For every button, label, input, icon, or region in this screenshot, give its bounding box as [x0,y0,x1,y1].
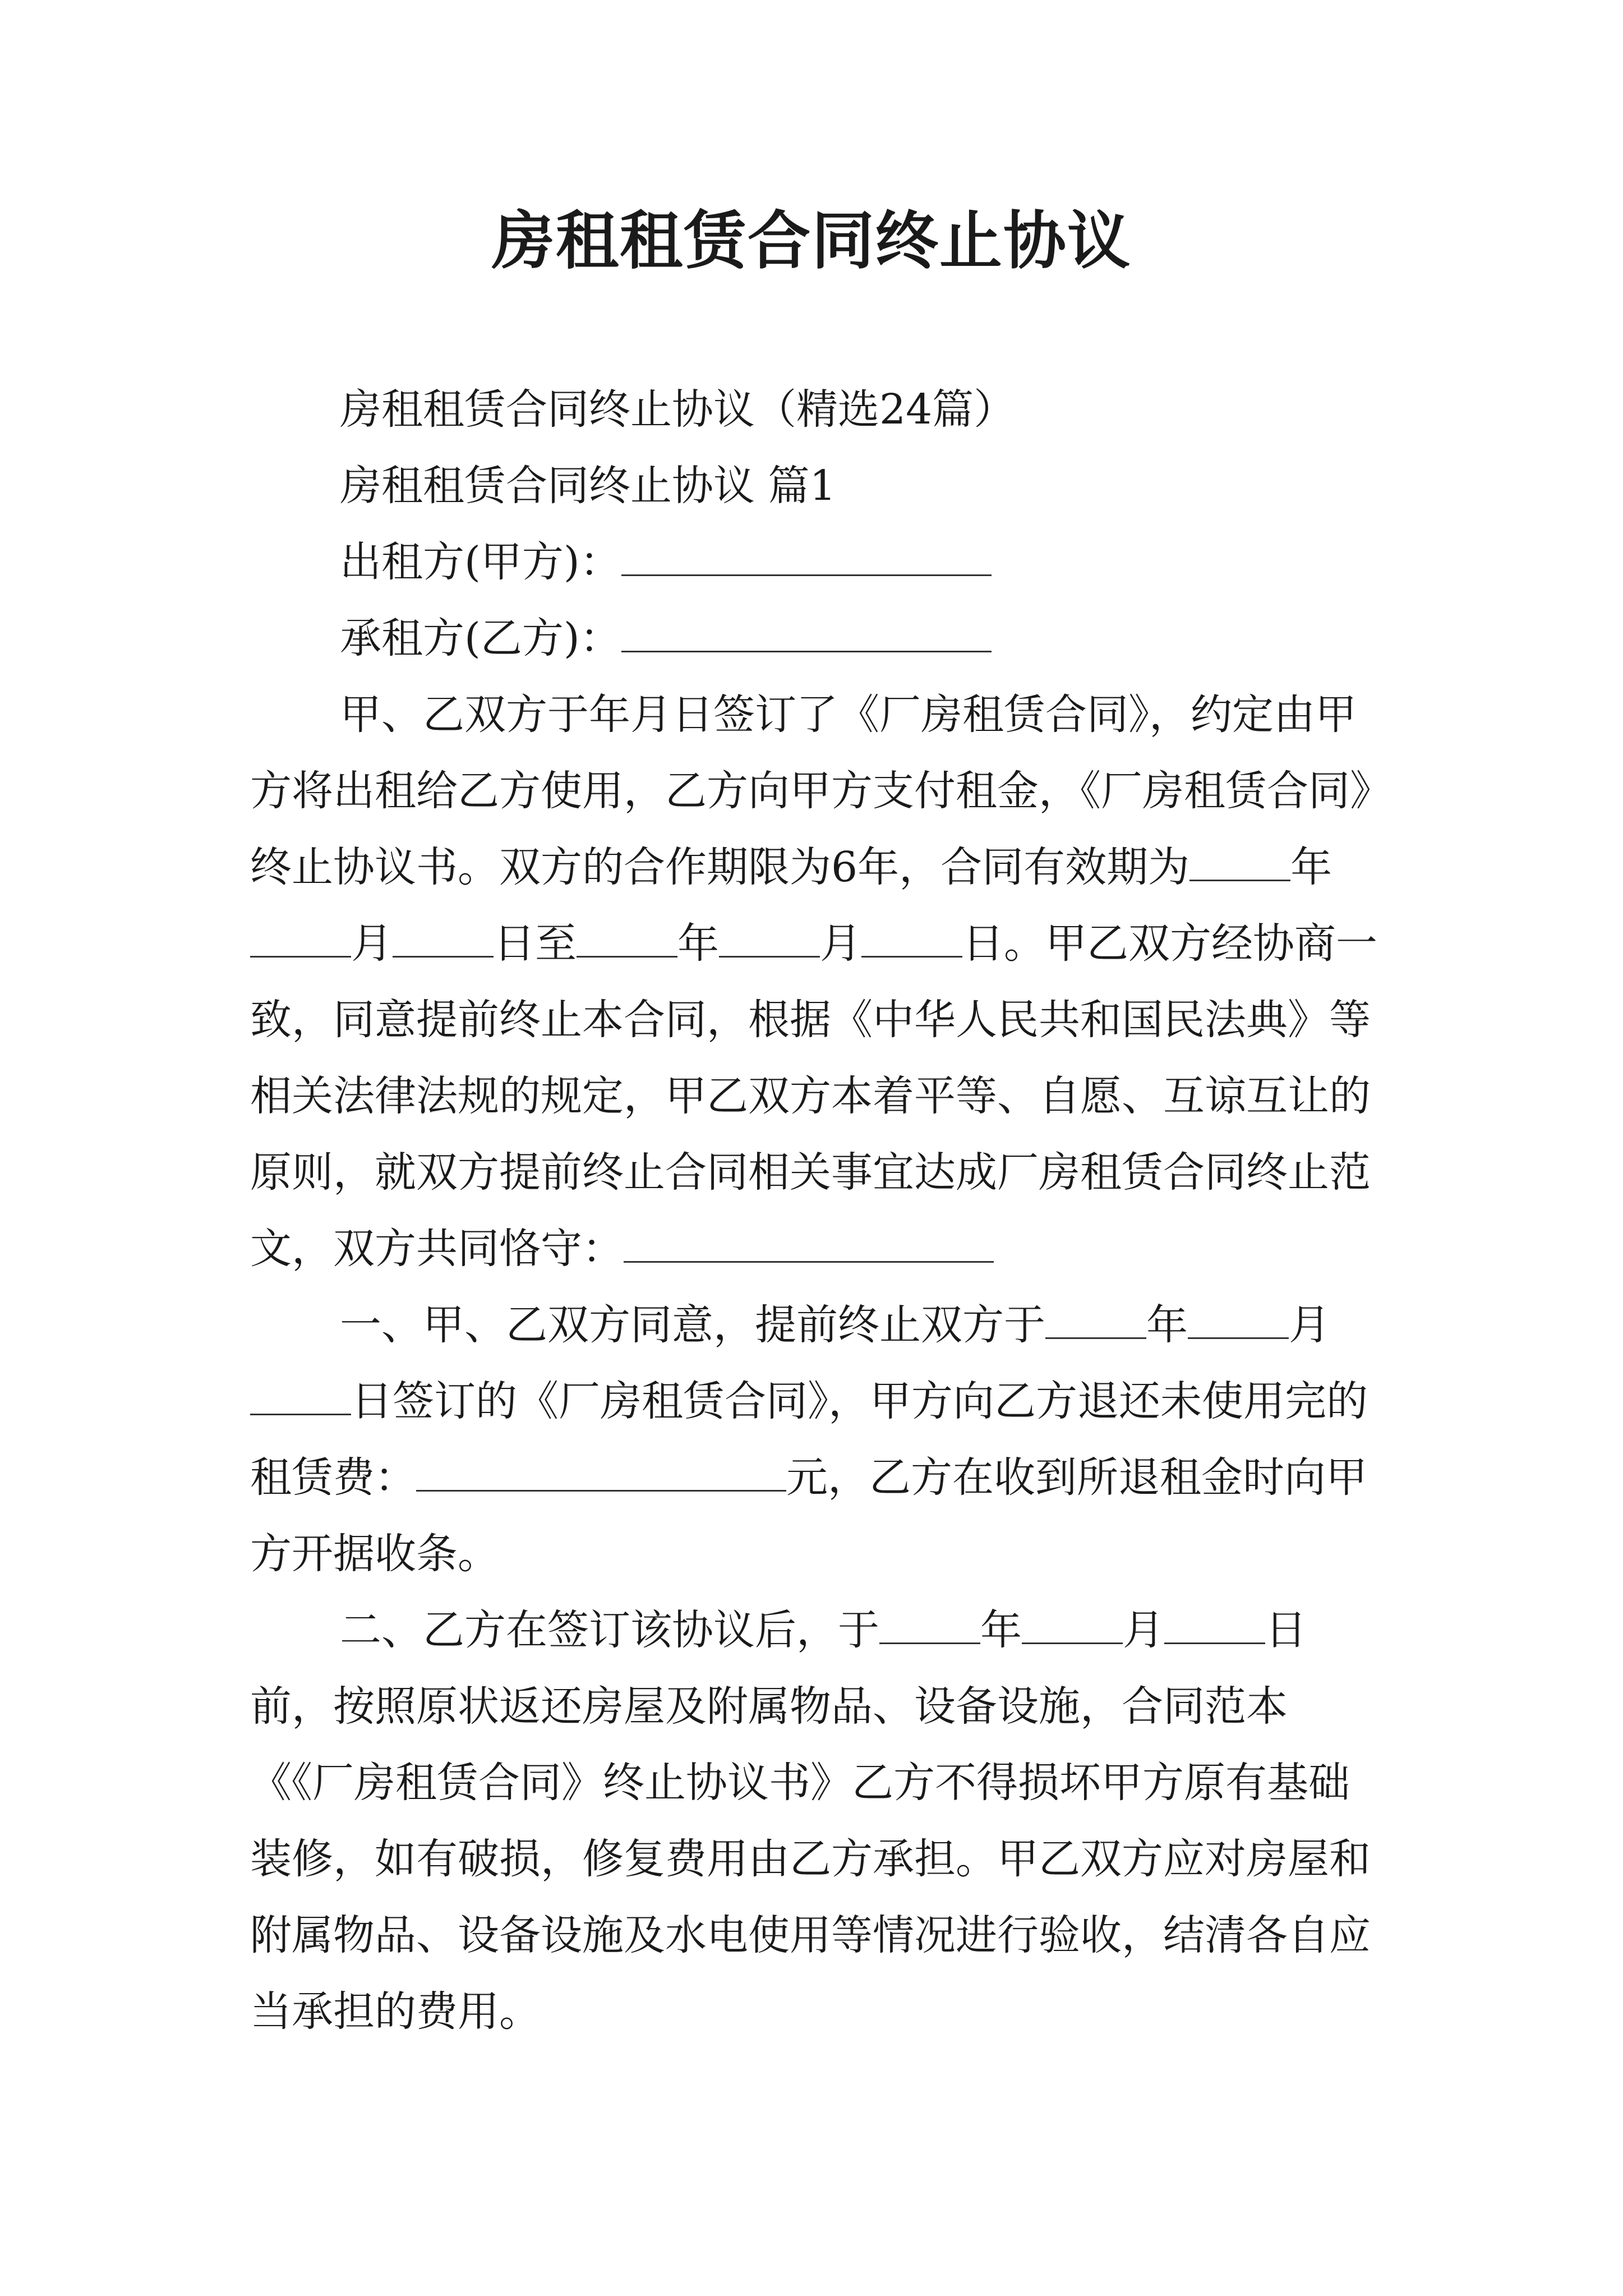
lessee-blank [621,601,992,652]
para1-month-1: 月 [351,919,393,968]
lessee-label: 承租方(乙方)： [340,614,621,662]
blank [719,907,820,958]
blank [416,1441,786,1492]
paragraph-2 [250,1287,1389,1592]
blank [393,907,494,958]
section-heading: 房租租赁合同终止协议 篇1 [340,462,836,510]
para1-year-2: 年 [677,919,719,968]
lessee-line [250,600,1389,677]
para2-month: 月 [1289,1301,1330,1349]
para2-text-3: 元，乙方在收到所退租金时向甲方开据收条。 [250,1453,1367,1578]
blank [879,1593,980,1644]
para1-text-1: 甲、乙双方于年月日签订了《厂房租赁合同》，约定由甲方将出租给乙方使用，乙方向甲方支付租金，《厂房租赁合同》终止协议书。双方的合作期限为6年，合同有效期为 [250,691,1371,891]
blank [1189,830,1290,881]
para1-text-2: 日。甲乙双方经协商一致，同意提前终止本合同，根据《中华人民共和国民法典》等相关法律法规的规定，甲乙双方本着平等、自愿、互谅互让的原则，就双方提前终止合同相关事宜达成厂房租赁合同终止范文，双方共同恪守： [250,919,1377,1273]
blank [624,1212,994,1263]
subtitle: 房租租赁合同终止协议（精选24篇） [340,385,1016,434]
blank [1022,1593,1123,1644]
para3-text-1: 二、乙方在签订该协议后，于 [340,1606,879,1654]
document-body [250,371,1389,2050]
para2-year: 年 [1146,1301,1188,1349]
para1-month-2: 月 [820,919,861,968]
para3-text-2: 日前，按照原状返还房屋及附属物品、设备设施，合同范本《《厂房租赁合同》终止协议书》乙方不得损坏甲方原有基础装修，如有破损，修复费用由乙方承担。甲乙双方应对房屋和附属物品、设备设施及水电使用等情况进行验收，结清各自应当承担的费用。 [250,1606,1371,2036]
lessor-line [250,524,1389,600]
blank [250,907,351,958]
para1-day-to: 日至 [494,919,577,968]
paragraph-1 [250,677,1389,1287]
blank [1045,1288,1146,1339]
blank [577,907,677,958]
blank [861,907,962,958]
paragraph-3 [250,1592,1389,2050]
blank [1164,1593,1265,1644]
blank [1188,1288,1289,1339]
blank [250,1364,351,1415]
para2-text-1: 一、甲、乙双方同意，提前终止双方于 [340,1301,1045,1349]
para3-year: 年 [980,1606,1022,1654]
para1-year-1: 年 [1290,843,1332,891]
lessor-label: 出租方(甲方)： [340,538,621,586]
document-title: 房租租赁合同终止协议 [492,204,1131,278]
para3-month: 月 [1123,1606,1164,1654]
para2-text-2: 日签订的《厂房租赁合同》，甲方向乙方退还未使用完的租赁费： [250,1377,1368,1502]
lessor-blank [621,525,992,576]
